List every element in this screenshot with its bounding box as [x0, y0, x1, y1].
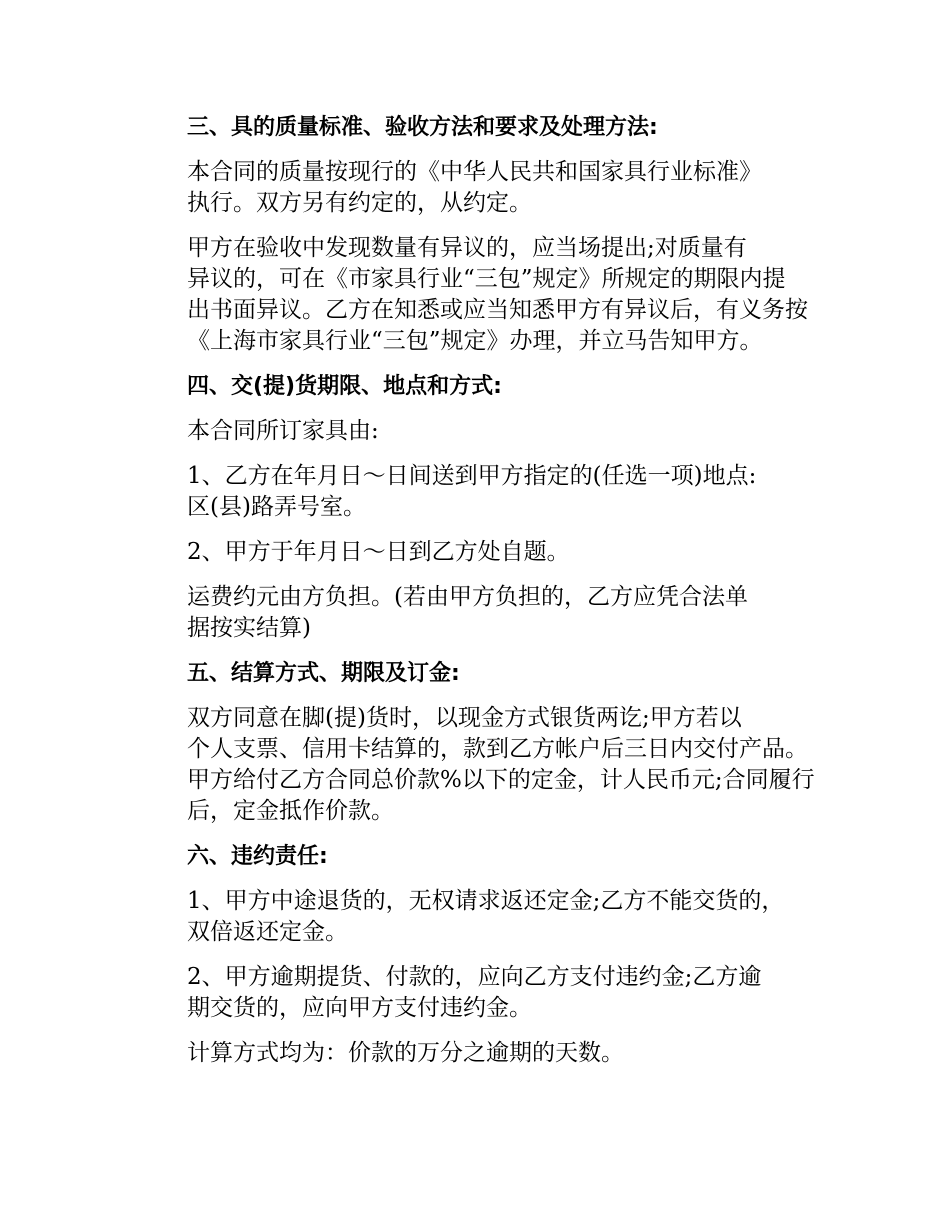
- text-line: 区(县)路弄号室。: [187, 494, 366, 520]
- text-line: 《上海市家具行业“三包”规定》办理，并立马告知甲方。: [187, 328, 763, 354]
- text-line: 执行。双方另有约定的，从约定。: [187, 190, 532, 216]
- paragraph-quality-standard: [141, 157, 831, 219]
- paragraph-quality-objection: [141, 233, 831, 357]
- paragraph-calculation: [141, 1038, 831, 1069]
- text-line: 双倍返还定金。: [187, 919, 348, 945]
- section-heading-settlement: 五、结算方式、期限及订金:: [187, 661, 460, 686]
- text-line: 运费约元由方负担。(若由甲方负担的，乙方应凭合法单: [187, 584, 748, 610]
- text-line: 后，定金抵作价款。: [187, 798, 394, 824]
- text-line: 甲方在验收中发现数量有异议的，应当场提出;对质量有: [187, 235, 747, 261]
- text-line: 期交货的，应向甲方支付违约金。: [187, 995, 532, 1021]
- text-line: 异议的，可在《市家具行业“三包”规定》所规定的期限内提: [187, 266, 786, 292]
- text-line: 2、甲方逾期提货、付款的，应向乙方支付违约金;乙方逾: [187, 964, 762, 990]
- paragraph-liability-2: [141, 962, 831, 1024]
- text-line: 1、乙方在年月日～日间送到甲方指定的(任选一项)地点:: [187, 463, 757, 489]
- paragraph-delivery-option-2: [141, 537, 831, 568]
- text-line: 出书面异议。乙方在知悉或应当知悉甲方有异议后，有义务按: [187, 297, 808, 323]
- paragraph-delivery-intro: [141, 416, 831, 447]
- text-line: 据按实结算): [187, 615, 311, 641]
- section-heading-liability: 六、违约责任:: [187, 844, 328, 869]
- text-line: 1、甲方中途退货的，无权请求返还定金;乙方不能交货的，: [187, 888, 785, 914]
- paragraph-delivery-option-1: [141, 461, 831, 523]
- text-line: 本合同所订家具由:: [187, 418, 379, 444]
- paragraph-freight: [141, 582, 831, 644]
- section-heading-quality: 三、具的质量标准、验收方法和要求及处理方法:: [187, 115, 658, 140]
- text-line: 双方同意在脚(提)货时，以现金方式银货两讫;甲方若以: [187, 705, 742, 731]
- text-line: 2、甲方于年月日～日到乙方处自题。: [187, 539, 570, 565]
- text-line: 个人支票、信用卡结算的，款到乙方帐户后三日内交付产品。: [187, 736, 808, 762]
- text-line: 本合同的质量按现行的《中华人民共和国家具行业标准》: [187, 159, 762, 185]
- paragraph-liability-1: [141, 886, 831, 948]
- text-line: 计算方式均为：价款的万分之逾期的天数。: [187, 1040, 624, 1066]
- paragraph-settlement: [141, 703, 831, 827]
- document-body: [141, 112, 831, 1083]
- section-heading-delivery: 四、交(提)货期限、地点和方式:: [187, 374, 502, 399]
- text-line: 甲方给付乙方合同总价款%以下的定金，计人民币元;合同履行: [187, 767, 815, 793]
